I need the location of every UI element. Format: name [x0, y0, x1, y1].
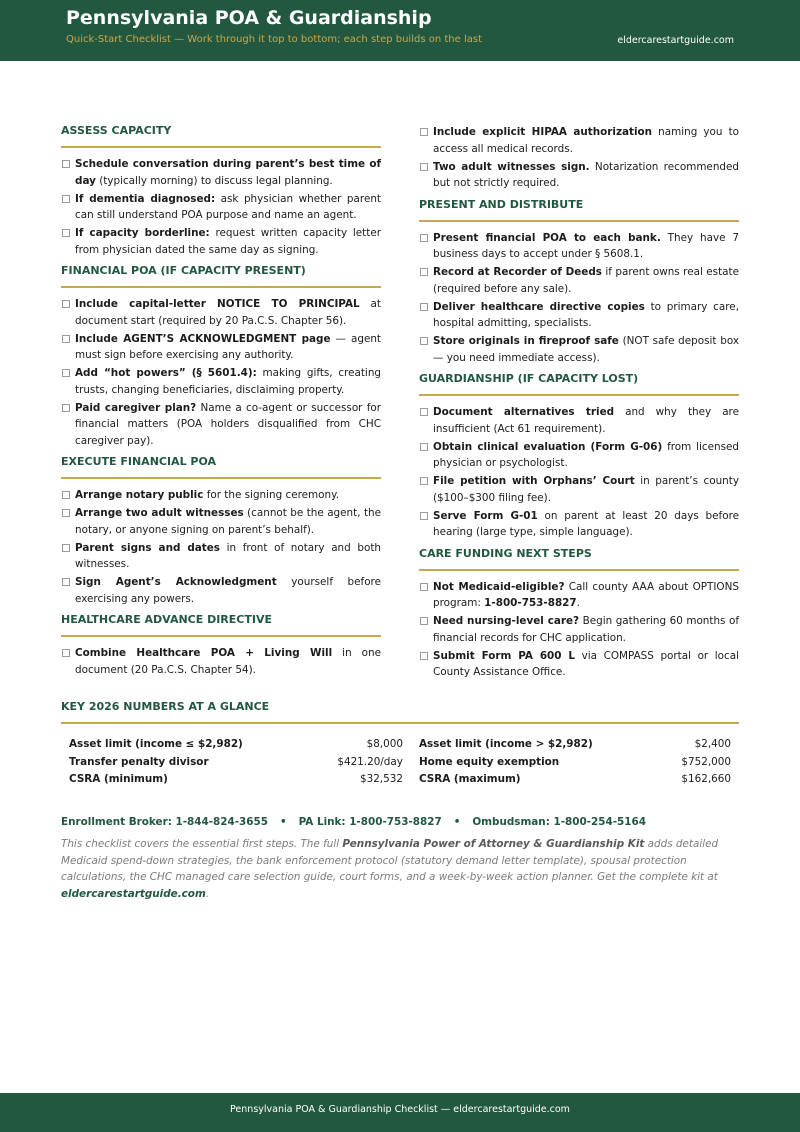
footer-note-text-1: This checklist covers the essential first steps. The full: [61, 838, 343, 850]
key-numbers-heading: KEY 2026 NUMBERS AT A GLANCE: [61, 700, 739, 724]
item-text: request written capacity letter from physician dated the same day as signing.: [75, 227, 381, 256]
item-text: They have 7 business days to accept under § 5608.1.: [433, 231, 739, 260]
kit-link[interactable]: eldercarestartguide.com: [61, 887, 206, 900]
item-text: .: [576, 597, 580, 609]
item-text: (cannot be the agent, the notary, or anyone signing on parent’s behalf).: [75, 507, 381, 536]
checklist-section: [61, 264, 381, 449]
item-text: naming you to access all medical records.: [433, 126, 740, 155]
checkbox[interactable]: [62, 160, 70, 168]
item-title: Not Medicaid-eligible?: [433, 580, 565, 593]
checklist-item: [61, 296, 381, 329]
checklist: [419, 579, 739, 681]
checkbox[interactable]: [420, 303, 428, 311]
checklist-item: [419, 473, 739, 506]
item-text: yourself before exercising any powers.: [75, 576, 381, 605]
item-text: Notarization recommended but not strictly required.: [433, 160, 739, 189]
checklist-item: [61, 191, 381, 224]
checkbox[interactable]: [420, 652, 428, 660]
left-column: [61, 124, 381, 684]
header-bar: [0, 0, 800, 61]
checklist-item: [419, 299, 739, 332]
checklist: [61, 296, 381, 449]
checkbox[interactable]: [420, 408, 428, 416]
key-number-row: [61, 756, 739, 774]
checkbox[interactable]: [420, 337, 428, 345]
checklist: [419, 230, 739, 367]
item-title: Serve Form G-01: [433, 509, 538, 522]
checkbox[interactable]: [420, 128, 428, 136]
item-title: File petition with Orphans’ Court: [433, 475, 635, 487]
section-heading: FINANCIAL POA (IF CAPACITY PRESENT): [61, 264, 381, 288]
key-number-value: $752,000: [681, 755, 731, 768]
checkbox[interactable]: [62, 491, 70, 499]
item-title: Parent signs and dates: [75, 541, 220, 554]
checklist-section: [419, 198, 739, 367]
item-text: in one document (20 Pa.C.S. Chapter 54).: [75, 647, 382, 676]
item-title: Obtain clinical evaluation (Form G-06): [433, 440, 663, 453]
checkbox[interactable]: [62, 509, 70, 517]
checklist-item: [419, 439, 739, 472]
contact-separator: •: [453, 816, 461, 828]
checklist-item: [61, 365, 381, 398]
checklist: [61, 156, 381, 258]
contacts-line: [61, 816, 646, 828]
item-text: making gifts, creating trusts, changing beneficiaries, disclaiming property.: [75, 367, 382, 396]
checklist-item: [419, 124, 739, 157]
checklist: [61, 487, 381, 607]
document-title: Pennsylvania POA & Guardianship: [66, 7, 432, 29]
item-title: Arrange two adult witnesses: [75, 507, 244, 519]
checkbox[interactable]: [62, 649, 70, 657]
key-number-label: Asset limit (income ≤ $2,982): [69, 738, 243, 750]
checkbox[interactable]: [62, 404, 70, 412]
key-numbers-table: [61, 738, 739, 791]
item-title: If capacity borderline:: [75, 227, 210, 239]
checklist-item: [61, 487, 381, 504]
checkbox[interactable]: [62, 300, 70, 308]
checklist-item: [419, 508, 739, 541]
item-text: Call county AAA about OPTIONS program:: [433, 580, 739, 609]
item-title: Sign Agent’s Acknowledgment: [75, 576, 277, 588]
item-text: on parent at least 20 days before hearing (large type, simple language).: [433, 509, 740, 538]
key-number-value: $162,660: [681, 773, 731, 785]
item-title: Submit Form PA 600 L: [433, 649, 576, 662]
footer-note: [61, 836, 739, 902]
checklist-section: [61, 124, 381, 258]
item-title: Store originals in fireproof safe: [433, 335, 619, 347]
item-text: and why they are insufficient (Act 61 requirement).: [433, 406, 739, 435]
checklist-item: [419, 579, 739, 612]
key-number-row: [61, 738, 739, 756]
item-title: Include capital-letter NOTICE TO PRINCIPAL: [75, 298, 360, 310]
checkbox[interactable]: [420, 268, 428, 276]
item-text: Name a co-agent or successor for financial matters (POA holders disqualified from CHC caregiver pay).: [75, 401, 381, 447]
key-number-label: Transfer penalty divisor: [69, 755, 209, 768]
item-text: in parent’s county ($100–$300 filing fee).: [433, 475, 739, 504]
checklist-section: [419, 547, 739, 681]
key-number-value: $32,532: [359, 773, 403, 785]
checklist-section: [419, 372, 739, 541]
item-title: Combine Healthcare POA + Living Will: [75, 647, 333, 659]
item-text: ask physician whether parent can still understand POA purpose and name an agent.: [75, 192, 381, 221]
checklist-item: [61, 645, 381, 678]
item-title: Schedule conversation during parent’s best time of day: [75, 158, 381, 187]
item-title: If dementia diagnosed:: [75, 192, 216, 205]
item-text: Begin gathering 60 months of financial records for CHC application.: [433, 615, 739, 644]
key-number-value: $2,400: [694, 738, 731, 750]
key-number-value: $8,000: [366, 738, 403, 750]
contact-enrollment-broker[interactable]: Enrollment Broker: 1-844-824-3655: [61, 816, 268, 828]
checklist-item: [419, 333, 739, 366]
item-title: Two adult witnesses sign.: [433, 160, 590, 173]
section-heading: PRESENT AND DISTRIBUTE: [419, 198, 739, 222]
checkbox[interactable]: [62, 335, 70, 343]
item-text: to primary care, hospital admitting, specialists.: [433, 300, 740, 329]
item-text: (NOT safe deposit box — you need immediate access).: [433, 335, 740, 364]
item-text: — agent must sign before exercising any authority.: [75, 332, 381, 361]
footer-note-text-3: .: [205, 887, 210, 900]
checklist: [61, 645, 381, 678]
checkbox[interactable]: [420, 617, 428, 625]
item-text: (typically morning) to discuss legal planning.: [95, 174, 333, 187]
section-heading: GUARDIANSHIP (IF CAPACITY LOST): [419, 372, 739, 396]
key-number-label: CSRA (maximum): [418, 773, 521, 785]
footer-bar: [0, 1093, 800, 1132]
key-number-value: $421.20/day: [337, 755, 403, 768]
checklist: [419, 124, 739, 192]
item-title: Include AGENT’S ACKNOWLEDGMENT page: [75, 332, 331, 345]
checklist-item: [419, 404, 739, 437]
item-title: Need nursing-level care?: [433, 615, 580, 627]
footer-bar-text: Pennsylvania POA & Guardianship Checklist — eldercarestartguide.com: [230, 1104, 570, 1115]
checklist: [419, 404, 739, 541]
contact-pa-link[interactable]: PA Link: 1-800-753-8827: [298, 816, 442, 828]
item-title: Document alternatives tried: [433, 406, 615, 418]
checkbox[interactable]: [62, 195, 70, 203]
checklist-item: [61, 400, 381, 450]
checklist-item: [61, 225, 381, 258]
item-title: Paid caregiver plan?: [75, 401, 197, 414]
right-column: [419, 124, 739, 687]
checklist-section: [61, 455, 381, 607]
checkbox[interactable]: [420, 477, 428, 485]
key-number-label: Home equity exemption: [418, 755, 560, 768]
item-text: for the signing ceremony.: [203, 489, 340, 501]
key-numbers-section: [61, 700, 739, 791]
checkbox[interactable]: [62, 578, 70, 586]
checklist-item: [419, 264, 739, 297]
section-heading: ASSESS CAPACITY: [61, 124, 381, 148]
checklist-item: [419, 648, 739, 681]
item-title: Add “hot powers” (§ 5601.4):: [75, 367, 257, 379]
checklist-item: [61, 156, 381, 189]
checklist-item: [61, 331, 381, 364]
contact-ombudsman[interactable]: Ombudsman: 1-800-254-5164: [472, 816, 646, 828]
key-number-label: Asset limit (income > $2,982): [418, 738, 593, 750]
checkbox[interactable]: [62, 369, 70, 377]
item-title: Include explicit HIPAA authorization: [433, 126, 653, 138]
contact-separator: •: [279, 816, 287, 828]
item-text: if parent owns real estate (required before any sale).: [433, 266, 739, 295]
key-number-row: [61, 773, 739, 791]
checklist-item: [419, 613, 739, 646]
key-number-label: CSRA (minimum): [69, 773, 168, 785]
item-title: Present financial POA to each bank.: [433, 231, 661, 244]
section-heading: CARE FUNDING NEXT STEPS: [419, 547, 739, 571]
footer-note-text-2: adds detailed Medicaid spend-down strategies, the bank enforcement protocol (statutory demand letter template), spousal protection calculations, the CHC managed care selection guide, court forms, and a week-by-week action planner. Get the complete kit at: [61, 838, 719, 883]
item-text: via COMPASS portal or local County Assistance Office.: [433, 649, 739, 678]
checkbox[interactable]: [420, 443, 428, 451]
item-text: at document start (required by 20 Pa.C.S. Chapter 56).: [75, 298, 381, 327]
checklist-item: [419, 159, 739, 192]
checkbox[interactable]: [62, 544, 70, 552]
checklist-item: [61, 540, 381, 573]
item-title: Deliver healthcare directive copies: [433, 300, 645, 313]
item-text: in front of notary and both witnesses.: [75, 541, 381, 570]
checkbox[interactable]: [420, 512, 428, 520]
header-site-link[interactable]: eldercarestartguide.com: [617, 35, 734, 46]
checkbox[interactable]: [420, 163, 428, 171]
kit-name: Pennsylvania Power of Attorney & Guardianship Kit: [342, 838, 645, 850]
item-phone[interactable]: 1-800-753-8827: [484, 597, 577, 609]
checklist-section: [419, 124, 739, 192]
checkbox[interactable]: [62, 229, 70, 237]
checkbox[interactable]: [420, 234, 428, 242]
checkbox[interactable]: [420, 583, 428, 591]
section-heading: HEALTHCARE ADVANCE DIRECTIVE: [61, 613, 381, 637]
checklist-item: [61, 505, 381, 538]
item-title: Record at Recorder of Deeds: [433, 266, 602, 278]
checklist-item: [419, 230, 739, 263]
checklist-item: [61, 574, 381, 607]
section-heading: EXECUTE FINANCIAL POA: [61, 455, 381, 479]
item-text: from licensed physician or psychologist.: [433, 440, 740, 469]
document-subtitle: Quick-Start Checklist — Work through it top to bottom; each step builds on the last: [66, 34, 482, 45]
item-title: Arrange notary public: [75, 489, 204, 501]
checklist-section: [61, 613, 381, 678]
